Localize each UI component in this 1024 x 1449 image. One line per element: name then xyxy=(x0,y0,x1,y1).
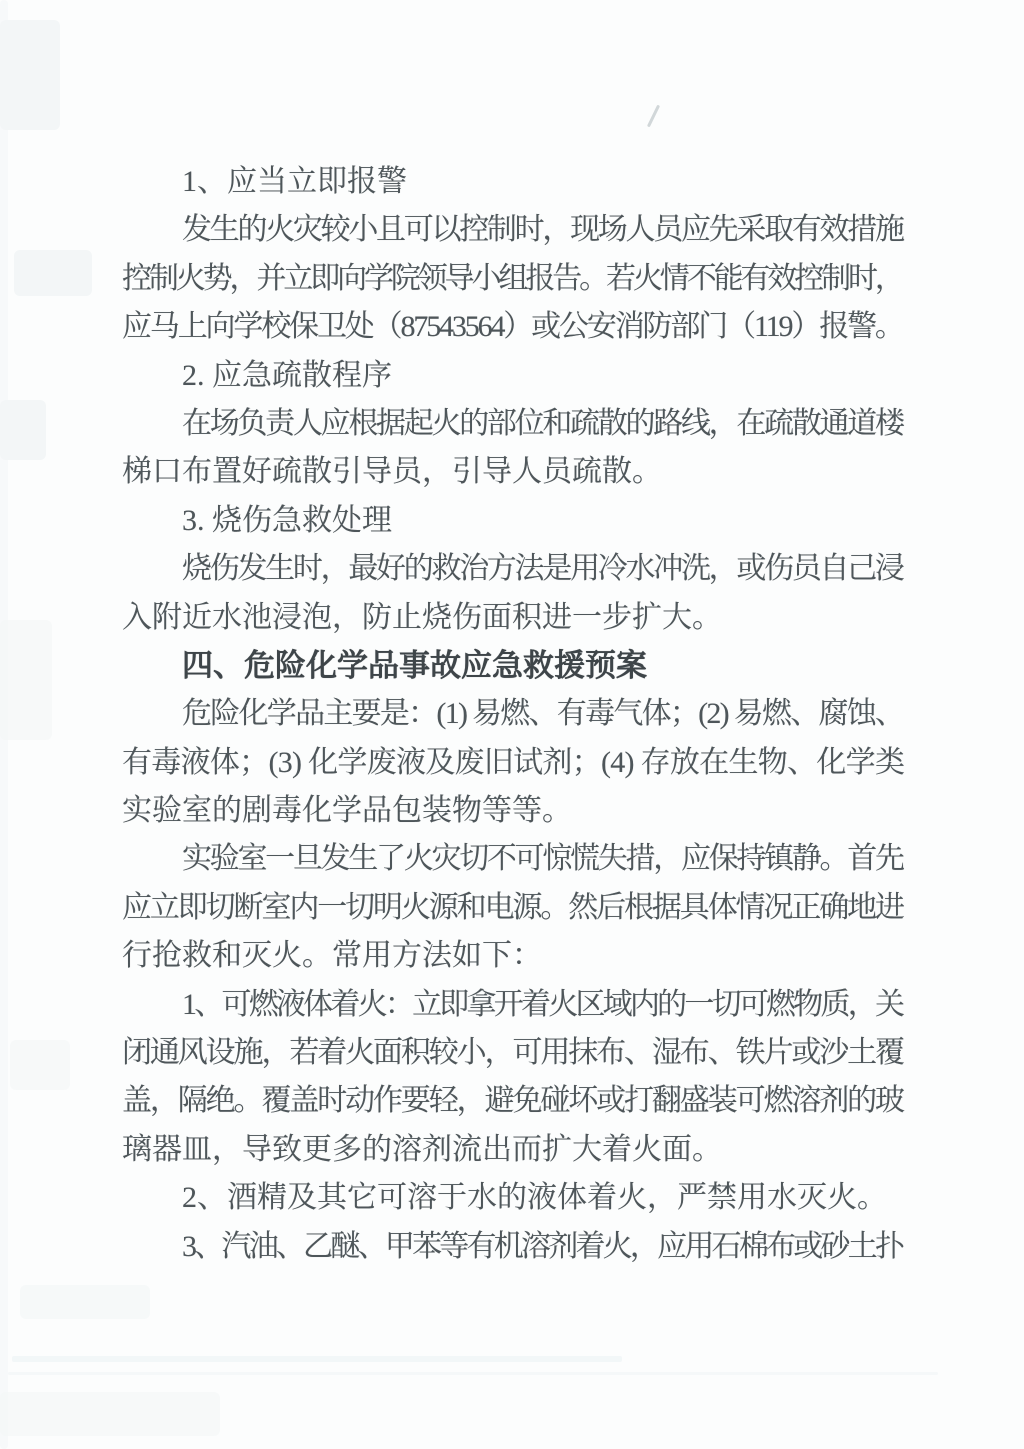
text-line-content: 梯口布置好疏散引导员，引导人员疏散。 xyxy=(122,455,662,489)
text-line xyxy=(122,448,905,496)
text-line-content: 四、危险化学品事故应急救援预案 xyxy=(182,647,647,683)
text-line xyxy=(122,158,905,206)
text-line xyxy=(122,400,905,448)
paragraph xyxy=(122,690,905,835)
text-line xyxy=(122,594,905,642)
text-line-content: 1、应当立即报警 xyxy=(182,165,407,198)
text-line-content: 应立即切断室内一切明火源和电源。然后根据具体情况正确地进 xyxy=(122,890,903,924)
text-line-content: 璃器皿，导致更多的溶剂流出而扩大着火面。 xyxy=(122,1132,722,1166)
text-line-content: 2、酒精及其它可溶于水的液体着火，严禁用水灭火。 xyxy=(182,1181,887,1215)
text-line-content: 实验室的剧毒化学品包装物等等。 xyxy=(122,794,572,828)
text-line-content: 危险化学品主要是：(1) 易燃、有毒气体；(2) 易燃、腐蚀、 xyxy=(182,697,904,731)
paragraph xyxy=(122,1174,905,1222)
section-heading xyxy=(122,642,905,690)
scan-artifact xyxy=(0,400,46,460)
text-line xyxy=(122,835,905,883)
text-line xyxy=(122,787,905,835)
scan-artifact xyxy=(20,1285,150,1319)
document-content xyxy=(122,158,905,1271)
text-line-content: 有毒液体；(3) 化学废液及废旧试剂；(4) 存放在生物、化学类 xyxy=(122,745,905,779)
text-line xyxy=(122,1126,905,1174)
text-line-content: 2. 应急疏散程序 xyxy=(182,358,392,392)
scan-artifact xyxy=(0,0,8,1449)
text-line-content: 烧伤发生时，最好的救治方法是用冷水冲洗，或伤员自己浸 xyxy=(182,552,903,586)
text-line-content: 发生的火灾较小且可以控制时，现场人员应先采取有效措施 xyxy=(182,213,903,247)
scan-artifact xyxy=(8,1372,938,1375)
text-line-content: 应马上向学校保卫处（87543564）或公安消防部门（119）报警。 xyxy=(122,310,903,344)
text-line-content: 闭通风设施，若着火面积较小，可用抹布、湿布、铁片或沙土覆 xyxy=(122,1036,903,1070)
text-line xyxy=(122,352,905,400)
paragraph xyxy=(122,1223,905,1271)
text-line xyxy=(122,497,905,545)
text-line-content: 在场负责人应根据起火的部位和疏散的路线，在疏散通道楼 xyxy=(182,406,903,440)
paragraph xyxy=(122,835,905,980)
text-line-content: 入附近水池浸泡，防止烧伤面积进一步扩大。 xyxy=(122,600,722,634)
text-line-content: 3. 烧伤急救处理 xyxy=(182,503,392,537)
text-line xyxy=(122,981,905,1029)
list-item xyxy=(122,352,905,400)
text-line-content: 1、可燃液体着火：立即拿开着火区域内的一切可燃物质，关 xyxy=(182,987,903,1021)
text-line xyxy=(122,545,905,593)
text-line xyxy=(122,1223,905,1271)
paragraph xyxy=(122,400,905,497)
scan-artifact xyxy=(10,1040,70,1090)
text-line xyxy=(122,1077,905,1125)
paragraph xyxy=(122,545,905,642)
paragraph xyxy=(122,206,905,351)
list-item xyxy=(122,158,905,206)
text-line xyxy=(122,739,905,787)
text-line xyxy=(122,642,905,690)
text-line xyxy=(122,884,905,932)
text-line-content: 盖，隔绝。覆盖时动作要轻，避免碰坏或打翻盛装可燃溶剂的玻 xyxy=(122,1084,903,1118)
text-line xyxy=(122,690,905,738)
text-line-content: 3、汽油、乙醚、甲苯等有机溶剂着火，应用石棉布或砂土扑 xyxy=(182,1229,903,1263)
text-line-content: 控制火势，并立即向学院领导小组报告。若火情不能有效控制时， xyxy=(122,261,902,295)
paragraph xyxy=(122,981,905,1175)
text-line xyxy=(122,255,905,303)
text-line xyxy=(122,1174,905,1222)
scan-artifact xyxy=(12,1356,622,1362)
scan-artifact xyxy=(0,1392,220,1436)
list-item xyxy=(122,497,905,545)
text-line xyxy=(122,932,905,980)
text-line xyxy=(122,206,905,254)
text-line xyxy=(122,303,905,351)
scan-artifact xyxy=(0,620,52,740)
text-line-content: 行抢救和灭火。常用方法如下： xyxy=(122,939,542,973)
scan-artifact xyxy=(0,20,60,130)
text-line-content: 实验室一旦发生了火灾切不可惊慌失措，应保持镇静。首先 xyxy=(182,842,903,876)
slash-scan-mark xyxy=(647,105,660,128)
text-line xyxy=(122,1029,905,1077)
scan-artifact xyxy=(14,250,92,296)
